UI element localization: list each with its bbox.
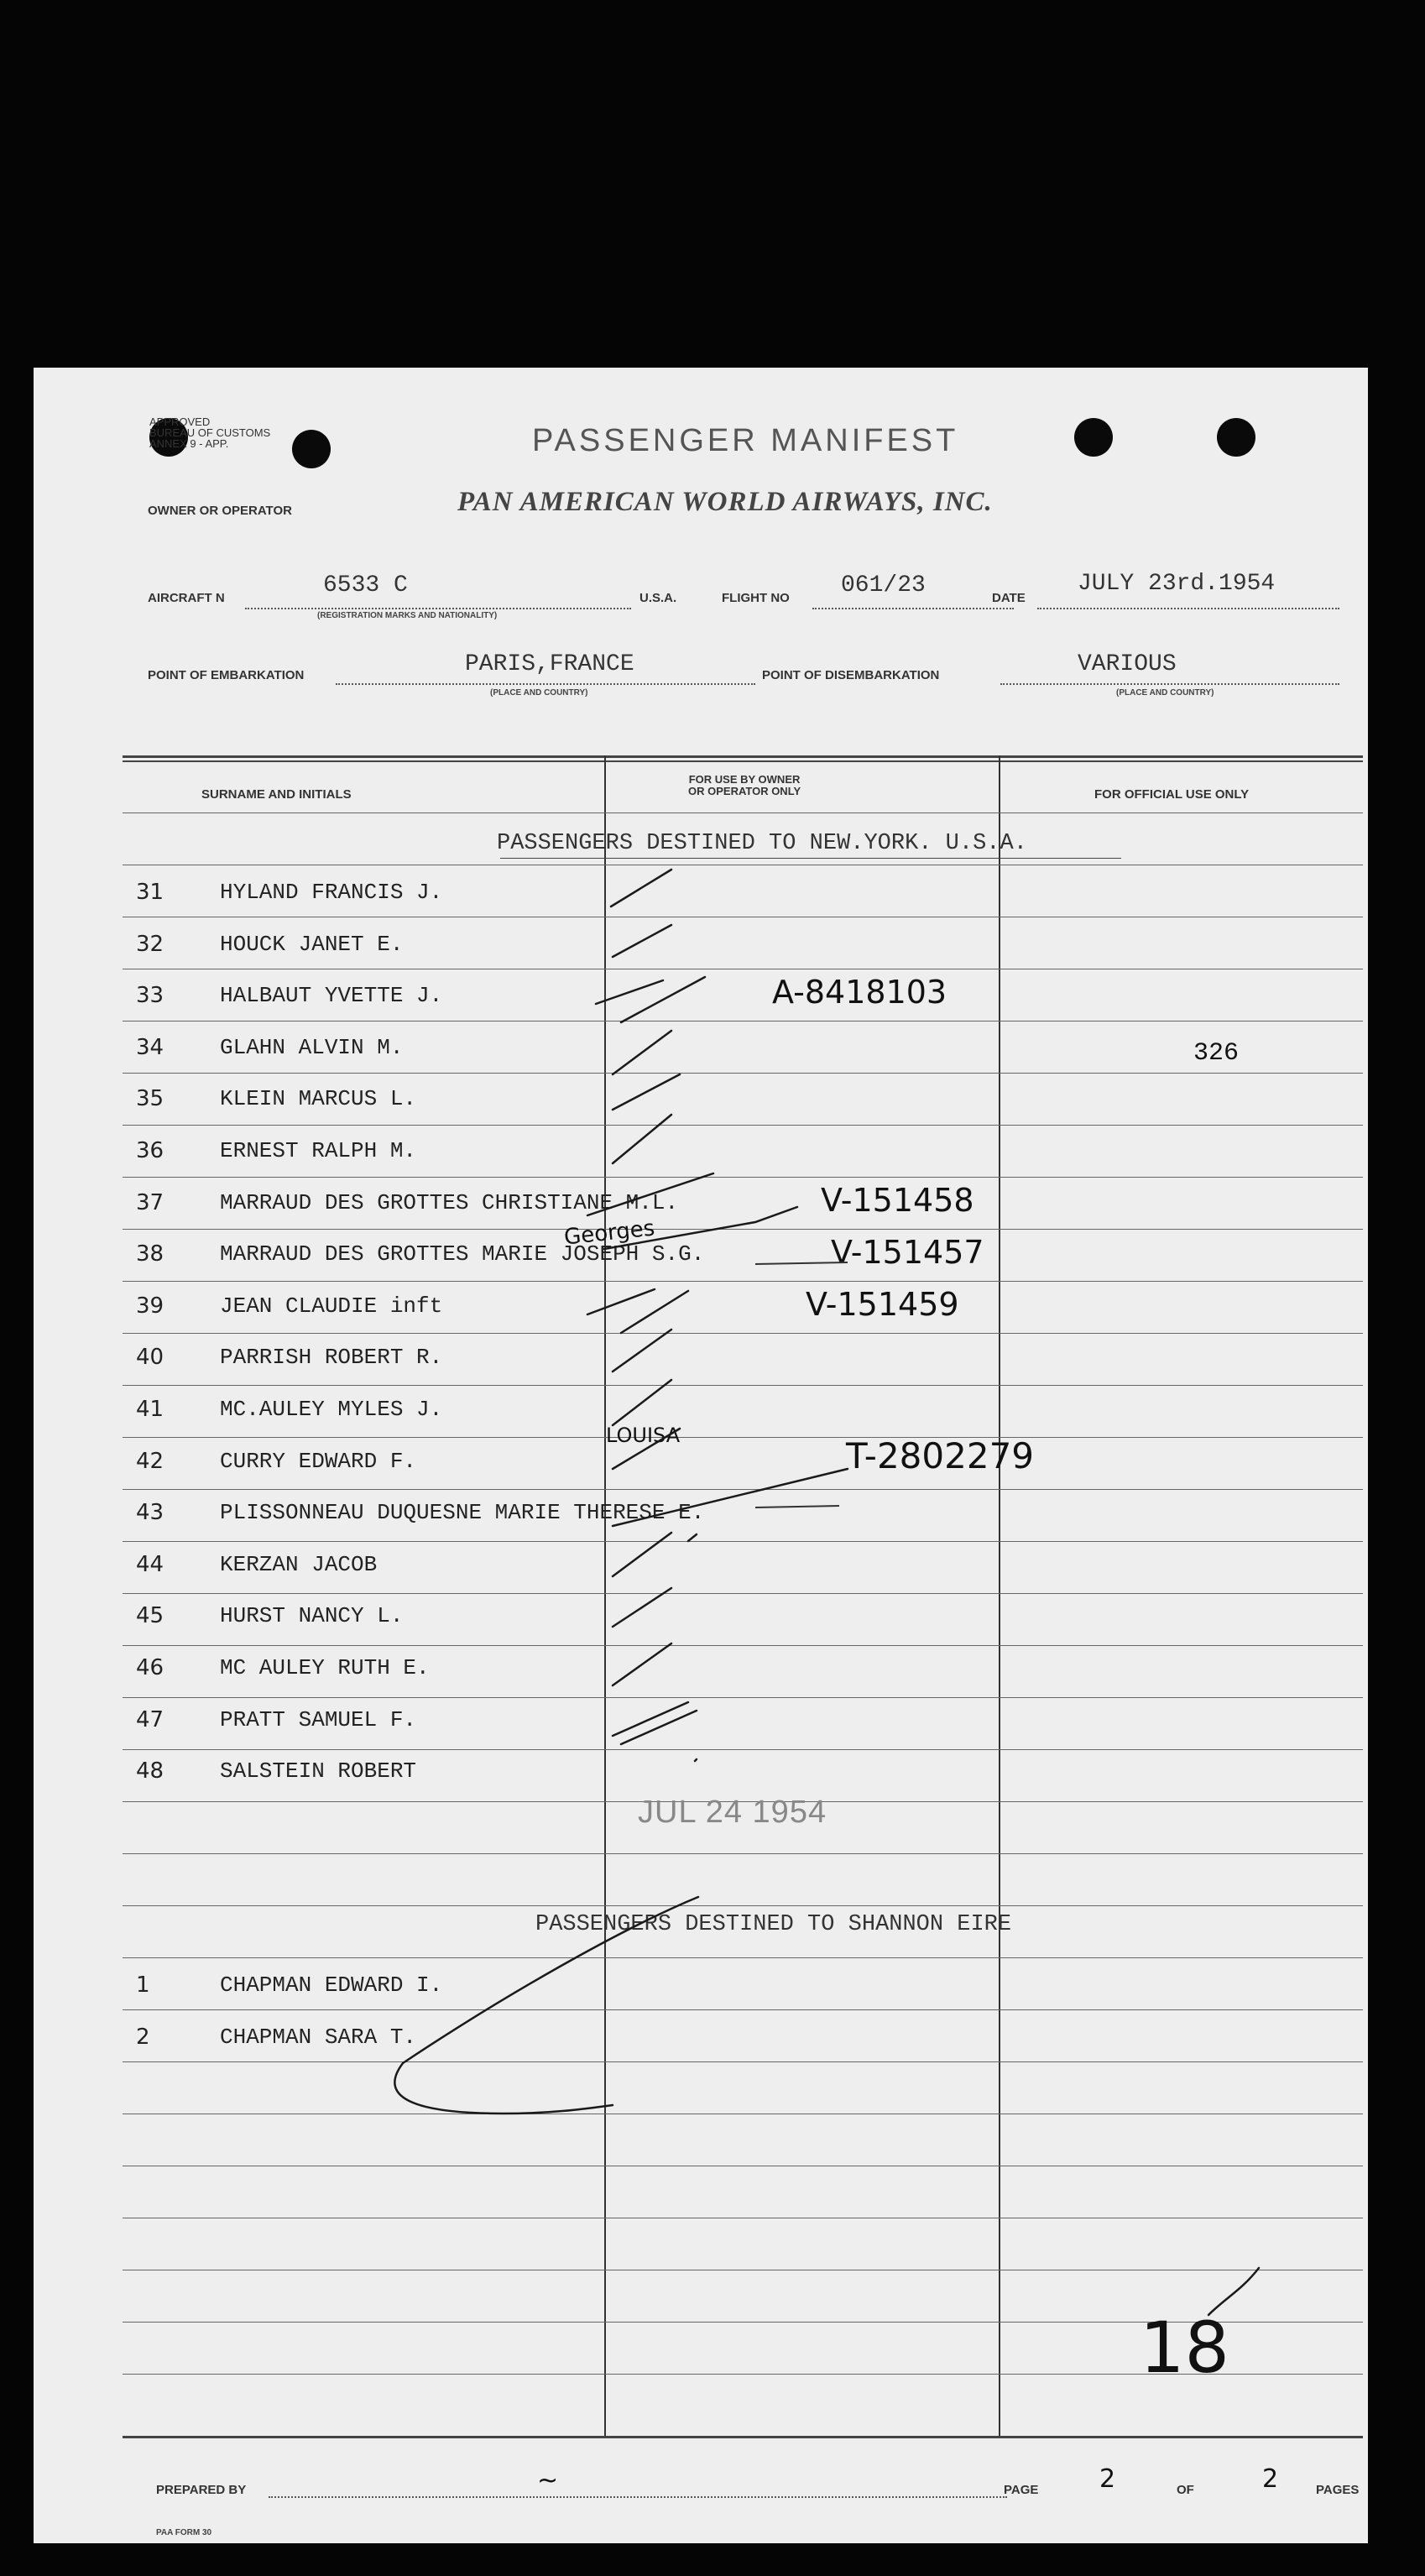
flight-label: FLIGHT NO <box>722 591 790 605</box>
passenger-name: MARRAUD DES GROTTES CHRISTIANE M.L. <box>220 1189 679 1215</box>
company-name: PAN AMERICAN WORLD AIRWAYS, INC. <box>457 487 993 517</box>
passenger-number: 48 <box>136 1758 164 1784</box>
flight-value: 061/23 <box>841 572 926 598</box>
form-code: PAA FORM 30 <box>156 2528 212 2537</box>
prepared-signature: ~ <box>537 2466 559 2495</box>
passenger-name: KLEIN MARCUS L. <box>220 1086 417 1112</box>
handwritten-official-34: 326 <box>1193 1039 1240 1068</box>
handwritten-passport-37: V-151458 <box>821 1182 974 1219</box>
passenger-name: MARRAUD DES GROTTES MARIE JOSEPH S.G. <box>220 1241 705 1267</box>
passenger-name: KERZAN JACOB <box>220 1551 378 1577</box>
passenger-name: MC AULEY RUTH E. <box>220 1655 430 1680</box>
page-value: 2 <box>1099 2464 1116 2494</box>
passenger-name: SALSTEIN ROBERT <box>220 1758 417 1784</box>
passenger-number: 36 <box>136 1138 164 1163</box>
column-header-official: FOR OFFICIAL USE ONLY <box>1094 787 1250 802</box>
handwritten-correction-43: LOUISA <box>606 1424 681 1447</box>
page-label: PAGE <box>1004 2483 1039 2497</box>
nationality-label: U.S.A. <box>639 591 677 605</box>
aircraft-label: AIRCRAFT N <box>148 591 225 605</box>
passenger-number: 46 <box>136 1655 164 1680</box>
check-marks <box>34 368 1368 2543</box>
passenger-name: GLAHN ALVIN M. <box>220 1034 404 1060</box>
passenger-number: 35 <box>136 1086 164 1112</box>
passenger-number: 34 <box>136 1034 164 1060</box>
section-title-new-york: PASSENGERS DESTINED TO NEW.YORK. U.S.A. <box>497 831 1027 856</box>
disembark-value: VARIOUS <box>1078 651 1177 677</box>
passenger-name: CURRY EDWARD F. <box>220 1448 417 1474</box>
aircraft-value: 6533 C <box>323 572 408 598</box>
passenger-name: HYLAND FRANCIS J. <box>220 880 443 905</box>
passenger-number: 45 <box>136 1603 164 1629</box>
passenger-name: JEAN CLAUDIE inft <box>220 1293 443 1319</box>
date-value: JULY 23rd.1954 <box>1078 571 1276 597</box>
handwritten-passport-43: T-2802279 <box>846 1435 1035 1476</box>
passenger-name: HALBAUT YVETTE J. <box>220 983 443 1009</box>
of-label: OF <box>1177 2483 1194 2497</box>
handwritten-correction-38: Georges <box>562 1215 656 1251</box>
approved-line: ANNEX 9 - APP. <box>149 437 229 450</box>
handwritten-passport-39: V-151459 <box>806 1286 959 1323</box>
registration-note: (REGISTRATION MARKS AND NATIONALITY) <box>317 611 498 620</box>
passenger-number: 31 <box>136 880 164 905</box>
passenger-number: 43 <box>136 1500 164 1526</box>
passenger-number: 32 <box>136 931 164 957</box>
owner-label: OWNER OR OPERATOR <box>148 504 292 518</box>
pages-label: PAGES <box>1316 2483 1360 2497</box>
passenger-number: 41 <box>136 1397 164 1422</box>
passenger-number: 42 <box>136 1448 164 1474</box>
passenger-number: 44 <box>136 1551 164 1577</box>
handwritten-total: 18 <box>1140 2307 1229 2389</box>
prepared-underline <box>269 2496 1007 2498</box>
passenger-number: 37 <box>136 1189 164 1215</box>
owner-use-line: FOR USE BY OWNER <box>688 773 801 786</box>
passenger-name: HOUCK JANET E. <box>220 931 404 957</box>
passenger-name: ERNEST RALPH M. <box>220 1138 417 1163</box>
embark-value: PARIS,FRANCE <box>465 651 634 677</box>
passenger-number: 39 <box>136 1293 164 1319</box>
passenger-name: PARRISH ROBERT R. <box>220 1345 443 1371</box>
passenger-number: 1 <box>136 1972 150 1998</box>
column-header-surname: SURNAME AND INITIALS <box>201 787 352 802</box>
passenger-name: MC.AULEY MYLES J. <box>220 1397 443 1422</box>
page-title: PASSENGER MANIFEST <box>532 423 959 458</box>
disembark-label: POINT OF DISEMBARKATION <box>762 668 940 682</box>
passenger-number: 33 <box>136 983 164 1009</box>
handwritten-passport-33: A-8418103 <box>772 974 947 1011</box>
manifest-sheet <box>34 368 1368 2543</box>
passenger-name: CHAPMAN SARA T. <box>220 2025 417 2050</box>
passenger-number: 2 <box>136 2025 150 2050</box>
place-note-embark: (PLACE AND COUNTRY) <box>490 688 588 698</box>
place-note-disembark: (PLACE AND COUNTRY) <box>1116 688 1214 698</box>
passenger-number: 38 <box>136 1241 164 1267</box>
passenger-name: PLISSONNEAU DUQUESNE MARIE THERESE E. <box>220 1500 705 1526</box>
passenger-name: PRATT SAMUEL F. <box>220 1706 417 1732</box>
received-date-stamp: JUL 24 1954 <box>638 1795 827 1830</box>
approved-line: APPROVED <box>149 415 211 428</box>
approved-line: BUREAU OF CUSTOMS <box>149 426 271 439</box>
passenger-number: 40 <box>136 1345 164 1371</box>
of-value: 2 <box>1262 2464 1279 2494</box>
prepared-label: PREPARED BY <box>156 2483 247 2497</box>
handwritten-passport-38: V-151457 <box>831 1234 984 1271</box>
passenger-name: CHAPMAN EDWARD I. <box>220 1972 443 1998</box>
passenger-name: HURST NANCY L. <box>220 1603 404 1629</box>
passenger-number: 47 <box>136 1706 164 1732</box>
section-title-shannon: PASSENGERS DESTINED TO SHANNON EIRE <box>535 1912 1012 1937</box>
date-label: DATE <box>992 591 1026 605</box>
embark-label: POINT OF EMBARKATION <box>148 668 305 682</box>
owner-use-line: OR OPERATOR ONLY <box>688 785 801 797</box>
